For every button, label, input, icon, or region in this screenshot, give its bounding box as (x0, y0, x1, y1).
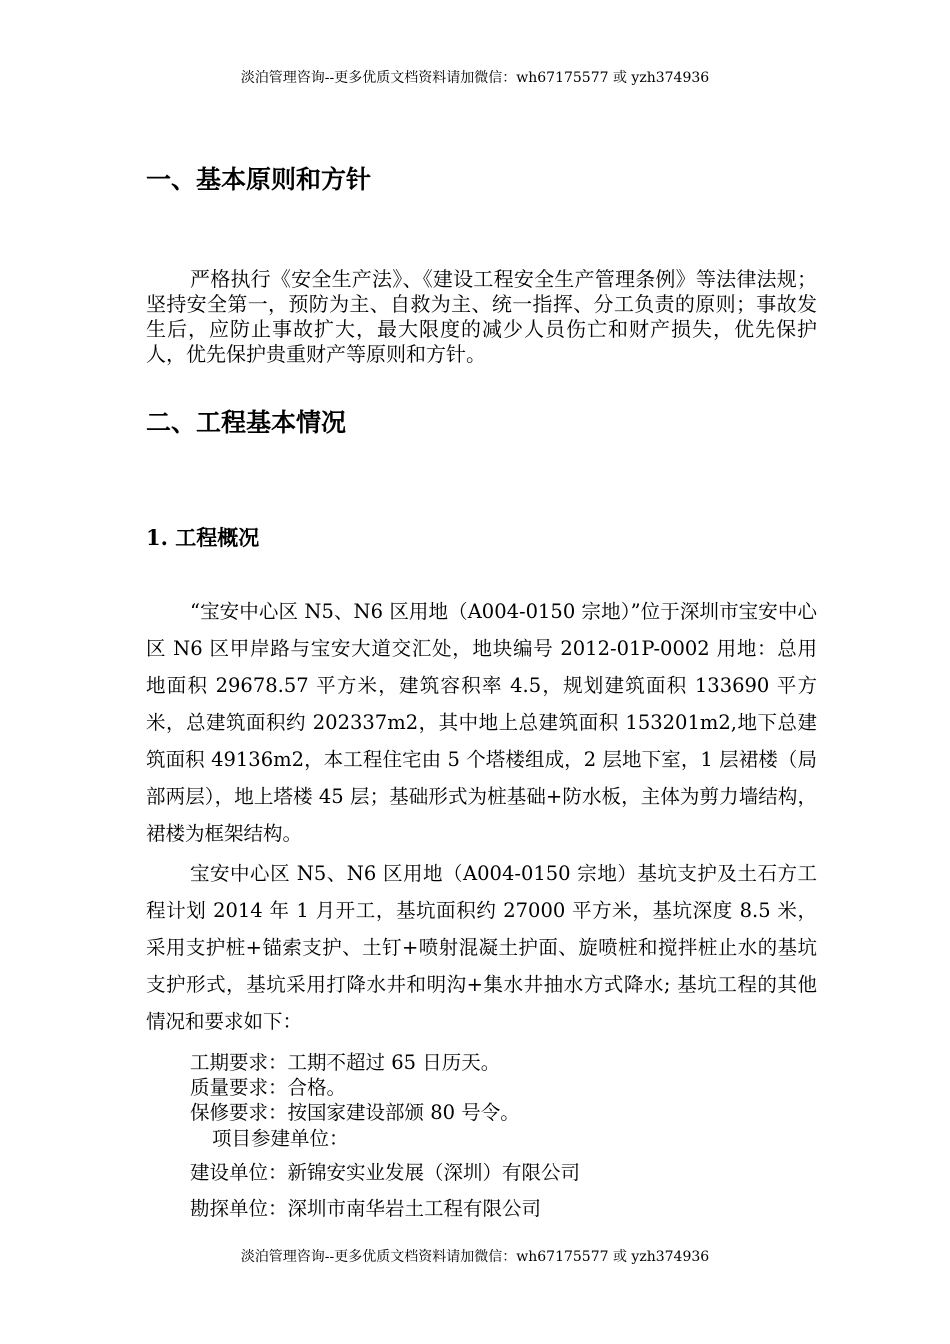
subsection-title: 1. 工程概况 (146, 525, 260, 550)
section-2-title: 二、工程基本情况 (146, 408, 347, 437)
units-label: 项目参建单位： (212, 1127, 349, 1150)
page-header: 淡泊管理咨询--更多优质文档资料请加微信：wh67175577 或 yzh374936 (240, 70, 710, 86)
requirement-warranty: 保修要求：按国家建设部颁 80 号令。 (190, 1101, 520, 1124)
page-footer: 淡泊管理咨询--更多优质文档资料请加微信：wh67175577 或 yzh374936 (240, 1249, 710, 1265)
unit-builder: 建设单位：新锦安实业发展（深圳）有限公司 (190, 1161, 581, 1184)
unit-survey: 勘探单位：深圳市南华岩土工程有限公司 (190, 1197, 542, 1220)
overview-paragraph-2: 宝安中心区 N5、N6 区用地（A004-0150 宗地）基坑支护及土石方工程计划 2014 年 1 月开工，基坑面积约 27000 平方米，基坑深度 8.5 米，采用支护桩+锚索支护、土钉+喷射混凝土护面、旋喷桩和搅拌桩止水的基坑支护形式，基坑采用打降水井和明沟+集水井抽水方式降水; 基坑工程的其他情况和要求如下： (146, 862, 817, 1033)
overview-paragraph-1: “宝安中心区 N5、N6 区用地（A004-0150 宗地）”位于深圳市宝安中心区 N6 区甲岸路与宝安大道交汇处，地块编号 2012-01P-0002 用地：总用地面积 29678.57 平方米，建筑容积率 4.5，规划建筑面积 133690 平方米，总建筑面积约 202337m2，其中地上总建筑面积 153201m2,地下总建筑面积 49136m2，本工程住宅由 5 个塔楼组成，2 层地下室，1 层裙楼（局部两层），地上塔楼 45 层；基础形式为桩基础+防水板，主体为剪力墙结构，裙楼为框架结构。 (146, 600, 817, 845)
section-1-body: 严格执行《安全生产法》、《建设工程安全生产管理条例》等法律法规；坚持安全第一，预防为主、自救为主、统一指挥、分工负责的原则；事故发生后，应防止事故扩大，最大限度的减少人员伤亡和财产损失，优先保护人，优先保护贵重财产等原则和方针。 (146, 267, 817, 366)
requirement-quality: 质量要求：合格。 (190, 1076, 347, 1099)
requirement-duration: 工期要求：工期不超过 65 日历天。 (190, 1051, 501, 1074)
section-1-title: 一、基本原则和方针 (146, 165, 372, 194)
